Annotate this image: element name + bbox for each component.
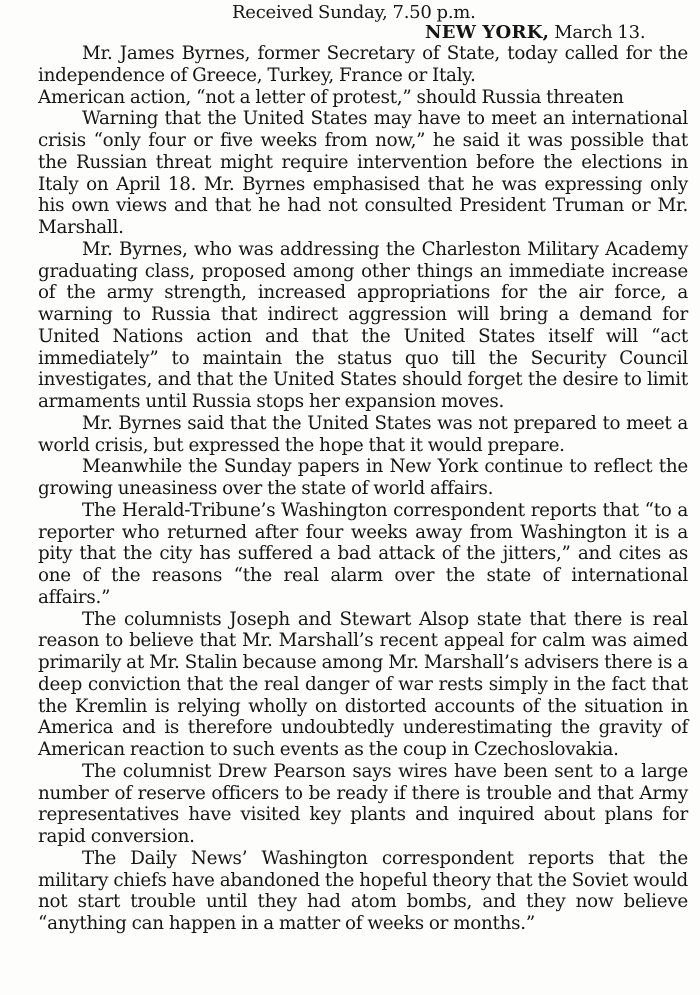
paragraph-herald-tribune: The Herald-Tribune’s Washington correspondent reports that “to a reporter who returned after four weeks away from Washington it is a pity that the city has suffered a bad attack of the jitters,” and cites as one of the reasons “the real alarm over the state of international affairs.” [38, 499, 688, 608]
received-dateline: Received Sunday, 7.50 p.m. [232, 2, 476, 23]
paragraph-american-action: American action, “not a letter of protest,” should Russia threaten [38, 86, 624, 108]
paragraph-not-prepared: Mr. Byrnes said that the United States was not prepared to meet a world crisis, but expressed the hope that it would prepare. [38, 412, 688, 456]
paragraph-alsop-brothers: The columnists Joseph and Stewart Alsop state that there is real reason to believe that Mr. Marshall’s recent appeal for calm was aimed primarily at Mr. Stalin because among Mr. Marshall’s advisers there is a deep conviction that the real danger of war rests simply in the fact that the Kremlin is relying wholly on distorted accounts of the situation in America and is therefore undoubtedly underestimating the gravity of American reaction to such events as the coup in Czechoslovakia. [38, 608, 688, 760]
paragraph-sunday-papers: Meanwhile the Sunday papers in New York continue to reflect the growing uneasiness over the state of world affairs. [38, 456, 688, 499]
dateline-city: NEW YORK, [425, 22, 550, 43]
paragraph-charleston-address: Mr. Byrnes, who was addressing the Charleston Military Academy graduating class, proposed among other things an immediate increase of the army strength, increased appropriations for the air force, a warning to Russia that indirect aggression will bring a demand for United Nations action and that the United States itself will “act immediately” to maintain the status quo till the Security Council investigates, and that the United States should forget the desire to limit armaments until Russia stops her expansion moves. [38, 238, 688, 412]
article-body [38, 43, 688, 935]
paragraph-daily-news: The Daily News’ Washington correspondent reports that the military chiefs have abandoned the hopeful theory that the Soviet would not start trouble until they had atom bombs, and they now believe “anything can happen in a matter of weeks or months.” [38, 847, 688, 934]
paragraph-warning: Warning that the United States may have to meet an international crisis “only four or five weeks from now,” he said it was possible that the Russian threat might require intervention before the elections in Italy on April 18. Mr. Byrnes emphasised that he was expressing only his own views and that he had not consulted President Truman or Mr. Marshall. [38, 108, 688, 238]
place-dateline [425, 22, 645, 44]
paragraph-byrnes-call: Mr. James Byrnes, former Secretary of State, today called for the independence of Greece, Turkey, France or Italy. [38, 43, 688, 86]
paragraph-drew-pearson: The columnist Drew Pearson says wires have been sent to a large number of reserve officers to be ready if there is trouble and that Army representatives have visited key plants and inquired about plans for rapid conversion. [38, 760, 688, 847]
dateline-date: March 13. [554, 22, 646, 43]
